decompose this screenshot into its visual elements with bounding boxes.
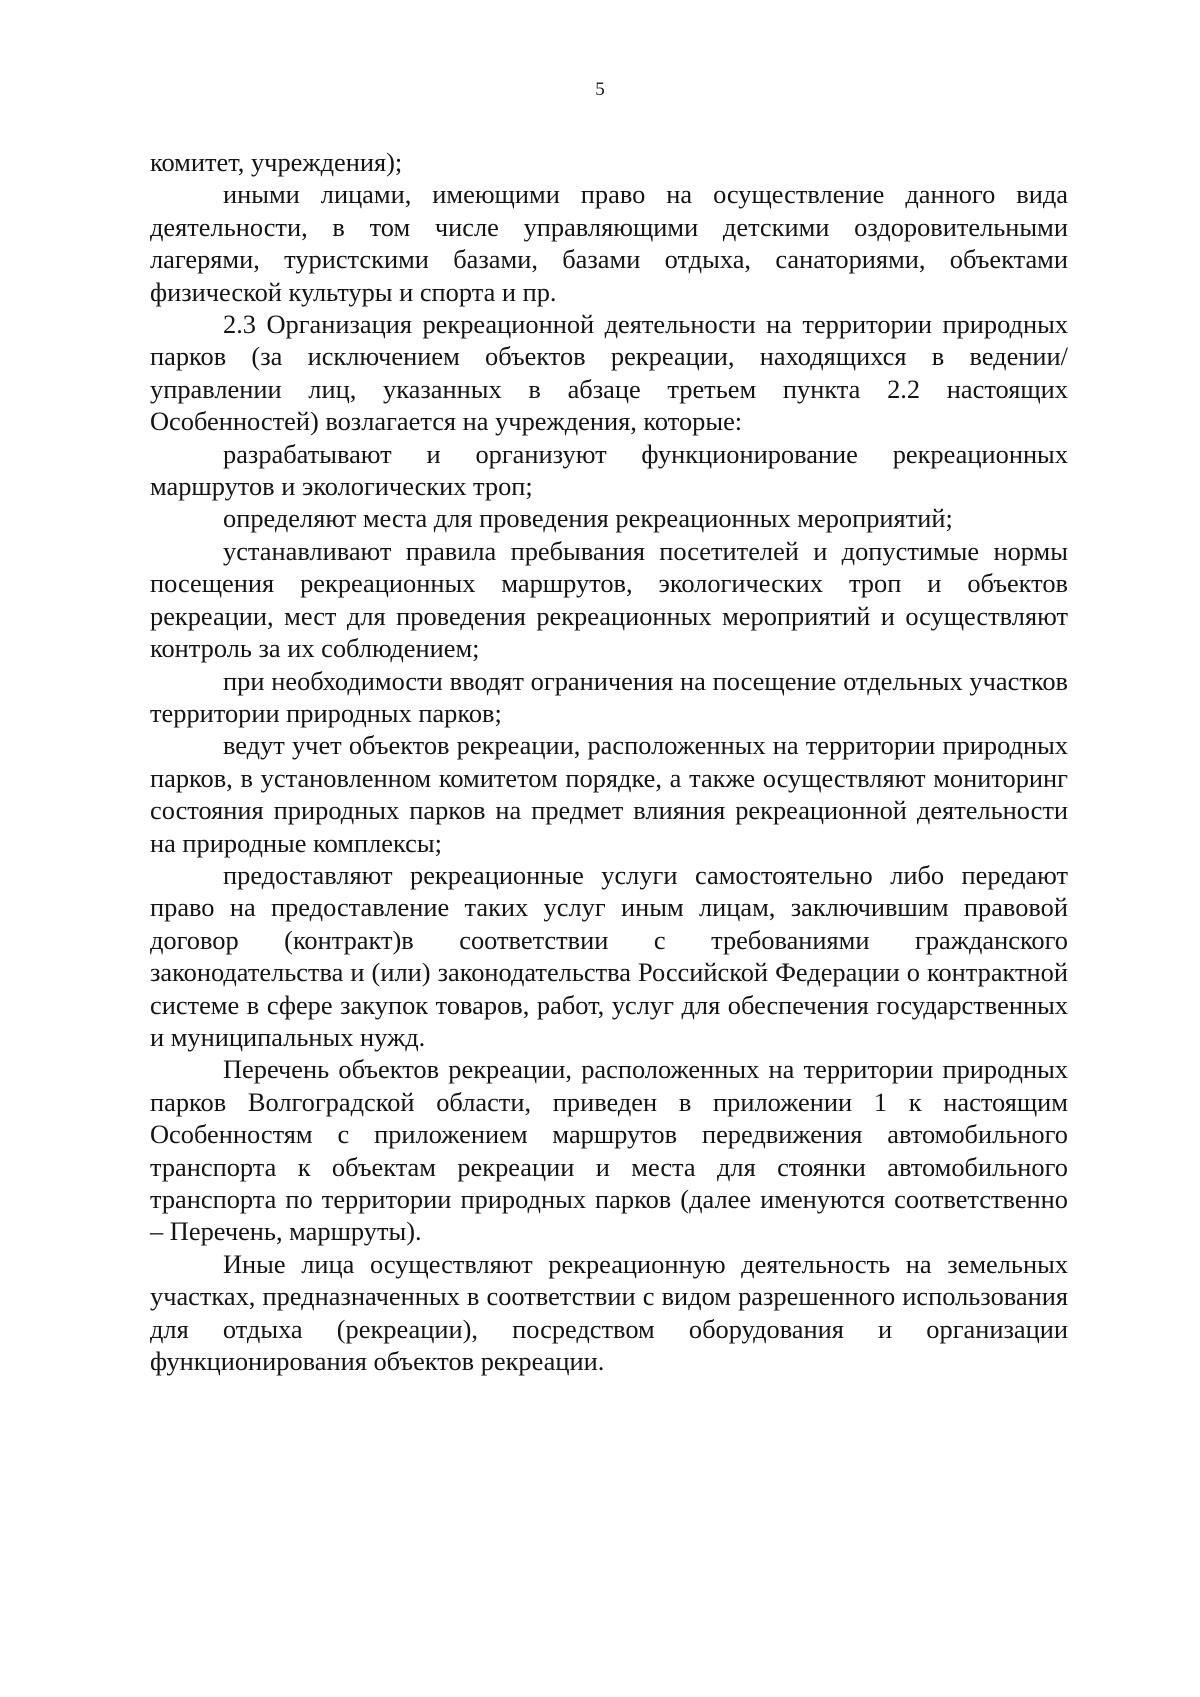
paragraph-3: 2.3 Организация рекреационной деятельности на территории природных парков (за исключением объектов рекреации, находящихся в ведении/управлении лиц, указанных в абзаце третьем пункта 2.2 настоящих Особенностей) возлагается на учреждения, которые: — [150, 309, 1068, 437]
paragraph-8: ведут учет объектов рекреации, расположенных на территории природных парков, в установленном комитетом порядке, а также осуществляют мониторинг состояния природных парков на предмет влияния рекреационной деятельности на природные комплексы; — [150, 730, 1068, 858]
document-body — [150, 146, 1068, 1377]
paragraph-1: комитет, учреждения); — [150, 147, 403, 177]
paragraph-7: при необходимости вводят ограничения на посещение отдельных участков территории природных парков; — [150, 665, 1068, 728]
paragraph-2: иными лицами, имеющими право на осуществление данного вида деятельности, в том числе управляющими детскими оздоровительными лагерями, туристскими базами, базами отдыха, санаториями, объектами физической культуры и спорта и пр. — [150, 179, 1068, 307]
paragraph-4: разрабатывают и организуют функционирование рекреационных маршрутов и экологических троп; — [150, 438, 1068, 502]
page-number: 5 — [595, 79, 605, 100]
paragraph-11: Иные лица осуществляют рекреационную деятельность на земельных участках, предназначенных в соответствии с видом разрешенного использования для отдыха (рекреации), посредством оборудования и организации функционирования объектов рекреации. — [150, 1248, 1068, 1377]
paragraph-10: Перечень объектов рекреации, расположенных на территории природных парков Волгоградской области, приведен в приложении 1 к настоящим Особенностям с приложением маршрутов передвижения автомобильного транспорта к объектам рекреации и места для стоянки автомобильного транспорта по территории природных парков (далее именуются соответственно – Перечень, маршруты). — [150, 1054, 1068, 1247]
paragraph-5: определяют места для проведения рекреационных мероприятий; — [223, 503, 953, 534]
paragraph-6: устанавливают правила пребывания посетителей и допустимые нормы посещения рекреационных маршрутов, экологических троп и объектов рекреации, мест для проведения рекреационных мероприятий и осуществляют контроль за их соблюдением; — [150, 535, 1068, 664]
paragraph-9: предоставляют рекреационные услуги самостоятельно либо передают право на предоставление таких услуг иным лицам, заключившим правовой договор (контракт)в соответствии с требованиями гражданского законодательства и (или) законодательства Российской Федерации о контрактной системе в сфере закупок товаров, работ, услуг для обеспечения государственных и муниципальных нужд. — [150, 859, 1068, 1052]
